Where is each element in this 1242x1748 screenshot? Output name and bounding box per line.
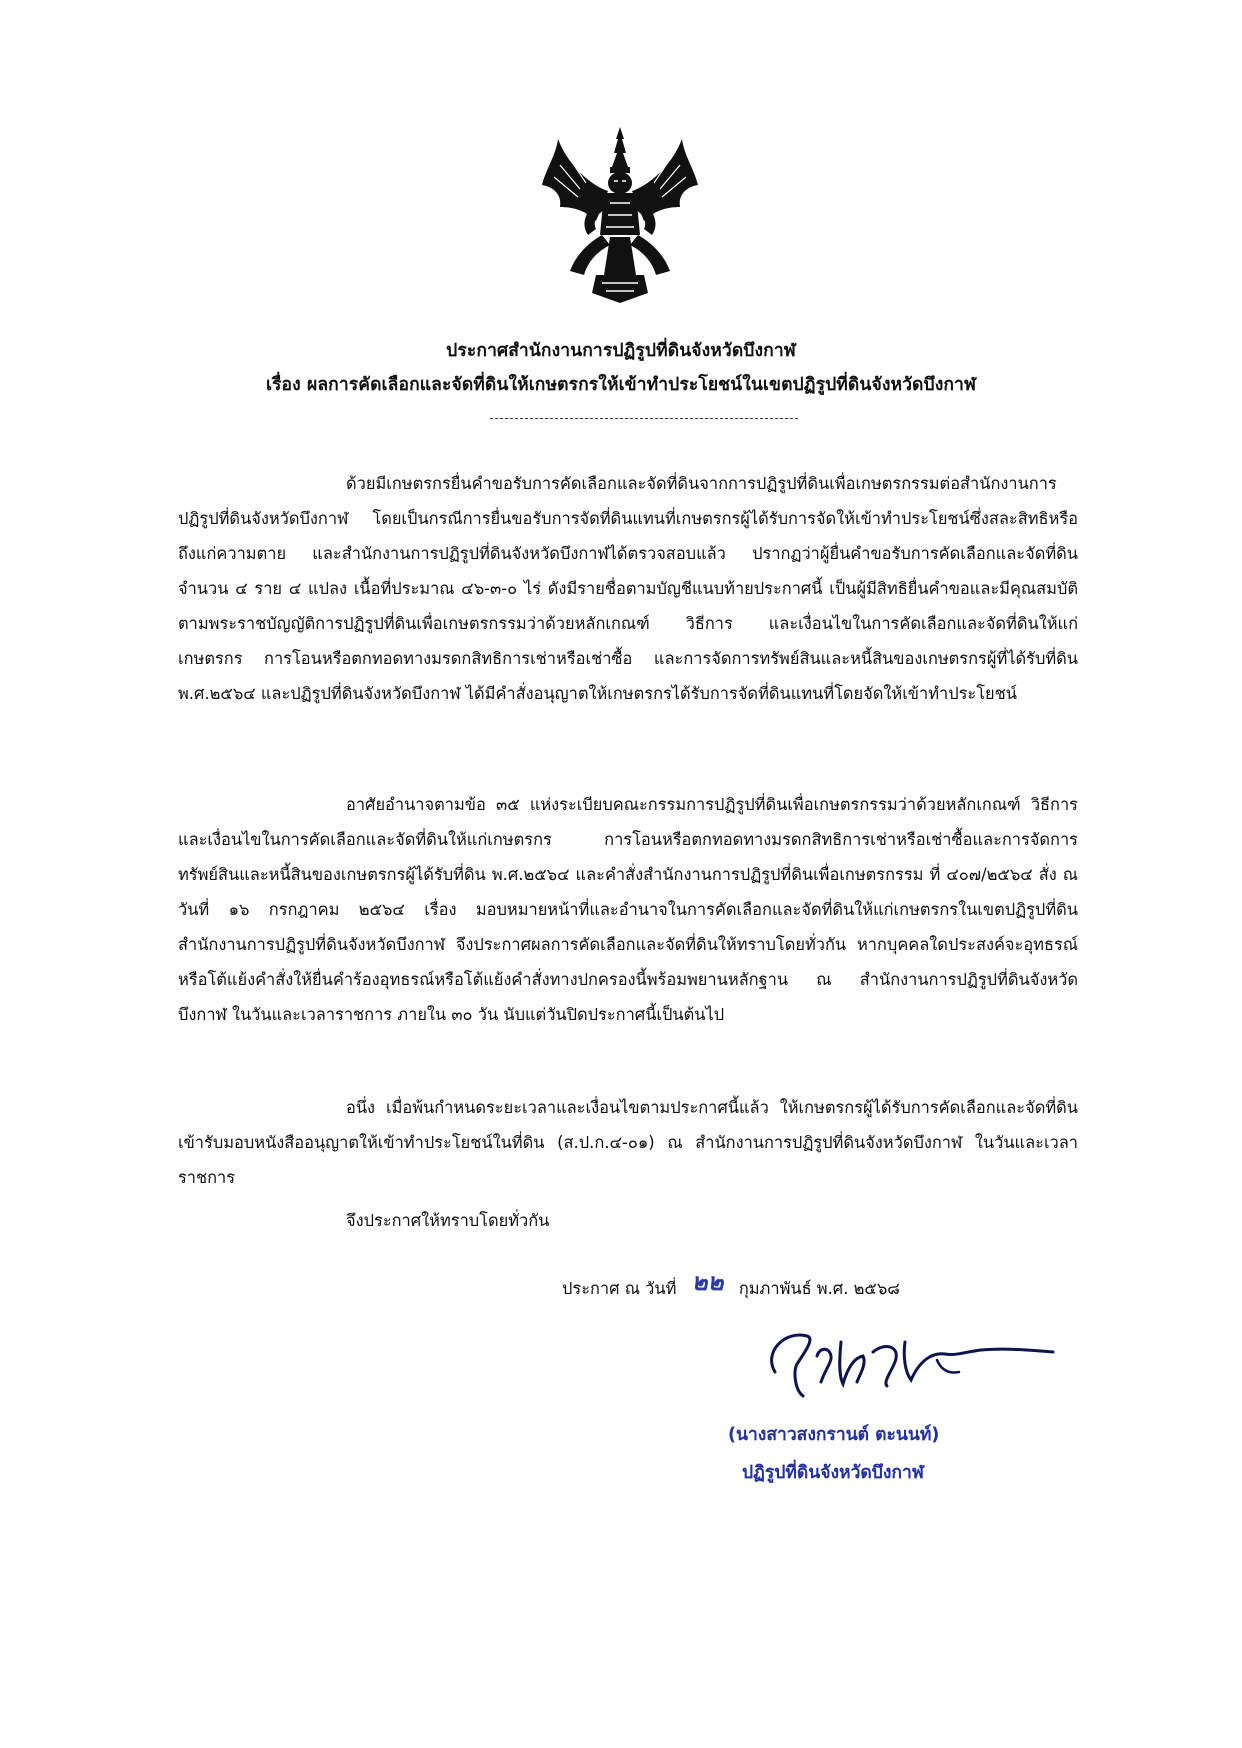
handwritten-day: ๒๒ (691, 1267, 724, 1296)
signer-position: ปฏิรูปที่ดินจังหวัดบึงกาฬ (742, 1463, 924, 1483)
title-divider (490, 418, 798, 419)
body-paragraph-3: อนึ่ง เมื่อพ้นกำหนดระยะเวลาและเงื่อนไขตามประกาศนี้แล้ว ให้เกษตรกรผู้ได้รับการคัดเลือกและจัดที่ดินเข้ารับมอบหนังสืออนุญาตให้เข้าทำประโยชน์ในที่ดิน (ส.ป.ก.๔-๐๑) ณ สำนักงานการปฏิรูปที่ดินจังหวัดบึงกาฬ ในวันและเวลาราชการ (178, 1098, 1078, 1187)
date-month-year: กุมภาพันธ์ พ.ศ. ๒๕๖๘ (738, 1279, 900, 1298)
date-prefix: ประกาศ ณ วันที่ (562, 1279, 677, 1298)
body-paragraph-2: อาศัยอำนาจตามข้อ ๓๕ แห่งระเบียบคณะกรรมการปฏิรูปที่ดินเพื่อเกษตรกรรมว่าด้วยหลักเกณฑ์ วิธีการ และเงื่อนไขในการคัดเลือกและจัดที่ดินให้แก่เกษตรกร การโอนหรือตกทอดทางมรดกสิทธิการเช่าหรือเช่าซื้อและการจัดการทรัพย์สินและหนี้สินของเกษตรกรผู้ได้รับที่ดิน พ.ศ.๒๕๖๔ และคำสั่งสำนักงานการปฏิรูปที่ดินเพื่อเกษตรกรรม ที่ ๔๐๗/๒๕๖๔ สั่ง ณ วันที่ ๑๖ กรกฎาคม ๒๕๖๔ เรื่อง มอบหมายหน้าที่และอำนาจในการคัดเลือกและจัดที่ดินให้แก่เกษตรกรในเขตปฏิรูปที่ดิน สำนักงานการปฏิรูปที่ดินจังหวัดบึงกาฬ จึงประกาศผลการคัดเลือกและจัดที่ดินให้ทราบโดยทั่วกัน หากบุคคลใดประสงค์จะอุทธรณ์หรือโต้แย้งคำสั่งให้ยื่นคำร้องอุทธรณ์หรือโต้แย้งคำสั่งทางปกครองนี้พร้อมพยานหลักฐาน ณ สำนักงานการปฏิรูปที่ดินจังหวัดบึงกาฬ ในวันและเวลาราชการ ภายใน ๓๐ วัน นับแต่วันปิดประกาศนี้เป็นต้นไป (178, 795, 1078, 1024)
garuda-emblem-icon (540, 125, 700, 305)
announcement-title: ประกาศสำนักงานการปฏิรูปที่ดินจังหวัดบึงกาฬ (446, 341, 796, 361)
signer-name: (นางสาวสงกรานต์ ตะนนท์) (728, 1425, 940, 1445)
announcement-subject: เรื่อง ผลการคัดเลือกและจัดที่ดินให้เกษตรกรให้เข้าทำประโยชน์ในเขตปฏิรูปที่ดินจังหวัดบึงกาฬ (265, 375, 977, 395)
closing-statement: จึงประกาศให้ทราบโดยทั่วกัน (346, 1211, 550, 1230)
handwritten-signature (755, 1312, 1065, 1407)
body-paragraph-1: ด้วยมีเกษตรกรยื่นคำขอรับการคัดเลือกและจัดที่ดินจากการปฏิรูปที่ดินเพื่อเกษตรกรรมต่อสำนักงานการปฏิรูปที่ดินจังหวัดบึงกาฬ โดยเป็นกรณีการยื่นขอรับการจัดที่ดินแทนที่เกษตรกรผู้ได้รับการจัดให้เข้าทำประโยชน์ซึ่งสละสิทธิหรือถึงแก่ความตาย และสำนักงานการปฏิรูปที่ดินจังหวัดบึงกาฬได้ตรวจสอบแล้ว ปรากฏว่าผู้ยื่นคำขอรับการคัดเลือกและจัดที่ดิน จำนวน ๔ ราย ๔ แปลง เนื้อที่ประมาณ ๔๖-๓-๐ ไร่ ดังมีรายชื่อตามบัญชีแนบท้ายประกาศนี้ เป็นผู้มีสิทธิยื่นคำขอและมีคุณสมบัติตามพระราชบัญญัติการปฏิรูปที่ดินเพื่อเกษตรกรรมว่าด้วยหลักเกณฑ์ วิธีการ และเงื่อนไขในการคัดเลือกและจัดที่ดินให้แก่เกษตรกร การโอนหรือตกทอดทางมรดกสิทธิการเช่าหรือเช่าซื้อ และการจัดการทรัพย์สินและหนี้สินของเกษตรกรผู้ที่ได้รับที่ดิน พ.ศ.๒๕๖๔ และปฏิรูปที่ดินจังหวัดบึงกาฬ ได้มีคำสั่งอนุญาตให้เกษตรกรได้รับการจัดที่ดินแทนที่โดยจัดให้เข้าทำประโยชน์ (178, 474, 1078, 703)
announcement-date (562, 1268, 900, 1306)
